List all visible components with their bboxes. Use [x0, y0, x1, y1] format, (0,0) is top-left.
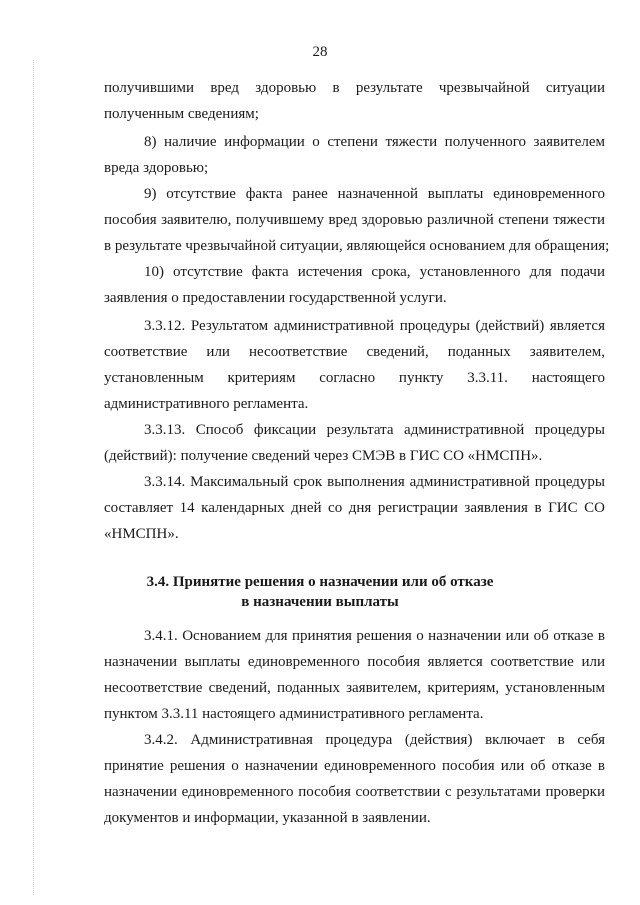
- section-heading-continued: в назначении выплаты: [241, 594, 399, 610]
- margin-rule: [33, 60, 34, 895]
- paragraph-3-3-14: 3.3.14. Максимальный срок выполнения административной процедуры: [144, 474, 605, 490]
- text-line: в результате чрезвычайной ситуации, являющейся основанием для обращения;: [104, 238, 610, 254]
- paragraph-3-3-12: 3.3.12. Результатом административной процедуры (действий) является: [144, 318, 605, 334]
- text-line: несоответствие сведений, поданных заявителем, критериям, установленным: [104, 680, 605, 696]
- list-item-10: 10) отсутствие факта истечения срока, установленного для подачи: [144, 264, 605, 280]
- paragraph-3-4-1: 3.4.1. Основанием для принятия решения о назначении или об отказе в: [144, 628, 605, 644]
- text-line: документов и информации, указанной в заявлении.: [104, 810, 431, 826]
- list-item-8: 8) наличие информации о степени тяжести полученного заявителем: [144, 134, 605, 150]
- text-line: административного регламента.: [104, 396, 309, 412]
- text-line: установленным критериям согласно пункту 3.3.11. настоящего: [104, 370, 605, 386]
- text-line: (действий): получение сведений через СМЭВ в ГИС СО «НМСПН».: [104, 448, 543, 464]
- text-line: полученным сведениям;: [104, 106, 259, 122]
- list-item-9: 9) отсутствие факта ранее назначенной выплаты единовременного: [144, 186, 605, 202]
- paragraph-3-3-13: 3.3.13. Способ фиксации результата административной процедуры: [144, 422, 605, 438]
- text-line: назначении единовременного пособия соответствии с результатами проверки: [104, 784, 605, 800]
- text-line: заявления о предоставлении государственной услуги.: [104, 290, 447, 306]
- text-line: пособия заявителю, получившему вред здоровью различной степени тяжести: [104, 212, 605, 228]
- section-heading: 3.4. Принятие решения о назначении или об отказе: [146, 574, 494, 590]
- paragraph-3-4-2: 3.4.2. Административная процедура (действия) включает в себя: [144, 732, 605, 748]
- text-line: назначении выплаты единовременного пособия является соответствие или: [104, 654, 605, 670]
- page-number: 28: [312, 44, 328, 60]
- text-line: получившими вред здоровью в результате чрезвычайной ситуации: [104, 80, 605, 96]
- text-line: пунктом 3.3.11 настоящего административного регламента.: [104, 706, 484, 722]
- text-line: составляет 14 календарных дней со дня регистрации заявления в ГИС СО: [104, 500, 605, 516]
- text-line: вреда здоровью;: [104, 160, 209, 176]
- text-line: соответствие или несоответствие сведений, поданных заявителем,: [104, 344, 605, 360]
- text-line: «НМСПН».: [104, 526, 179, 542]
- text-line: принятие решения о назначении единовременного пособия или об отказе в: [104, 758, 605, 774]
